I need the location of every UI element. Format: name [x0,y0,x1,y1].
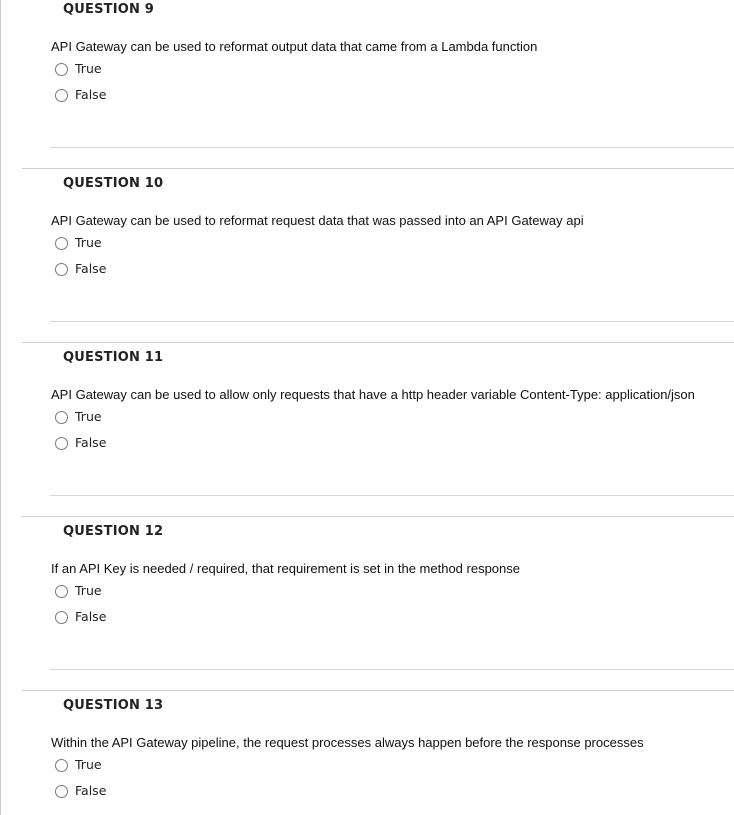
question-text: API Gateway can be used to allow only requests that have a http header variable Content-Type: application/json [51,387,695,402]
question-text: If an API Key is needed / required, that requirement is set in the method response [51,561,520,576]
radio-button[interactable] [55,759,68,772]
question-title: QUESTION 13 [63,698,164,713]
option-label: False [75,261,107,276]
divider [22,516,734,517]
option-label: True [75,235,102,250]
question-text: API Gateway can be used to reformat request data that was passed into an API Gateway api [51,213,584,228]
radio-button[interactable] [55,263,68,276]
option-label: False [75,435,107,450]
radio-button[interactable] [55,437,68,450]
question-title: QUESTION 11 [63,350,164,365]
radio-button[interactable] [55,585,68,598]
radio-button[interactable] [55,237,68,250]
option-true[interactable] [55,582,102,600]
question-text: Within the API Gateway pipeline, the request processes always happen before the response processes [51,735,644,750]
option-true[interactable] [55,234,102,252]
option-false[interactable] [55,608,106,626]
option-true[interactable] [55,408,102,426]
divider [22,690,734,691]
question-text: API Gateway can be used to reformat output data that came from a Lambda function [51,39,538,54]
divider [22,342,734,343]
radio-button[interactable] [55,785,68,798]
divider [50,495,734,496]
option-label: False [75,87,107,102]
radio-button[interactable] [55,89,68,102]
option-label: False [75,783,107,798]
option-true[interactable] [55,756,102,774]
question-title: QUESTION 9 [63,2,155,17]
option-label: True [75,757,102,772]
divider [22,168,734,169]
radio-button[interactable] [55,63,68,76]
radio-button[interactable] [55,411,68,424]
question-title: QUESTION 12 [63,524,164,539]
option-false[interactable] [55,434,106,452]
question-title: QUESTION 10 [63,176,164,191]
option-false[interactable] [55,782,106,800]
divider [50,147,734,148]
left-border [0,0,1,815]
option-label: True [75,409,102,424]
divider [50,321,734,322]
option-label: False [75,609,107,624]
option-label: True [75,61,102,76]
option-label: True [75,583,102,598]
divider [50,669,734,670]
radio-button[interactable] [55,611,68,624]
option-true[interactable] [55,60,102,78]
option-false[interactable] [55,86,106,104]
option-false[interactable] [55,260,106,278]
